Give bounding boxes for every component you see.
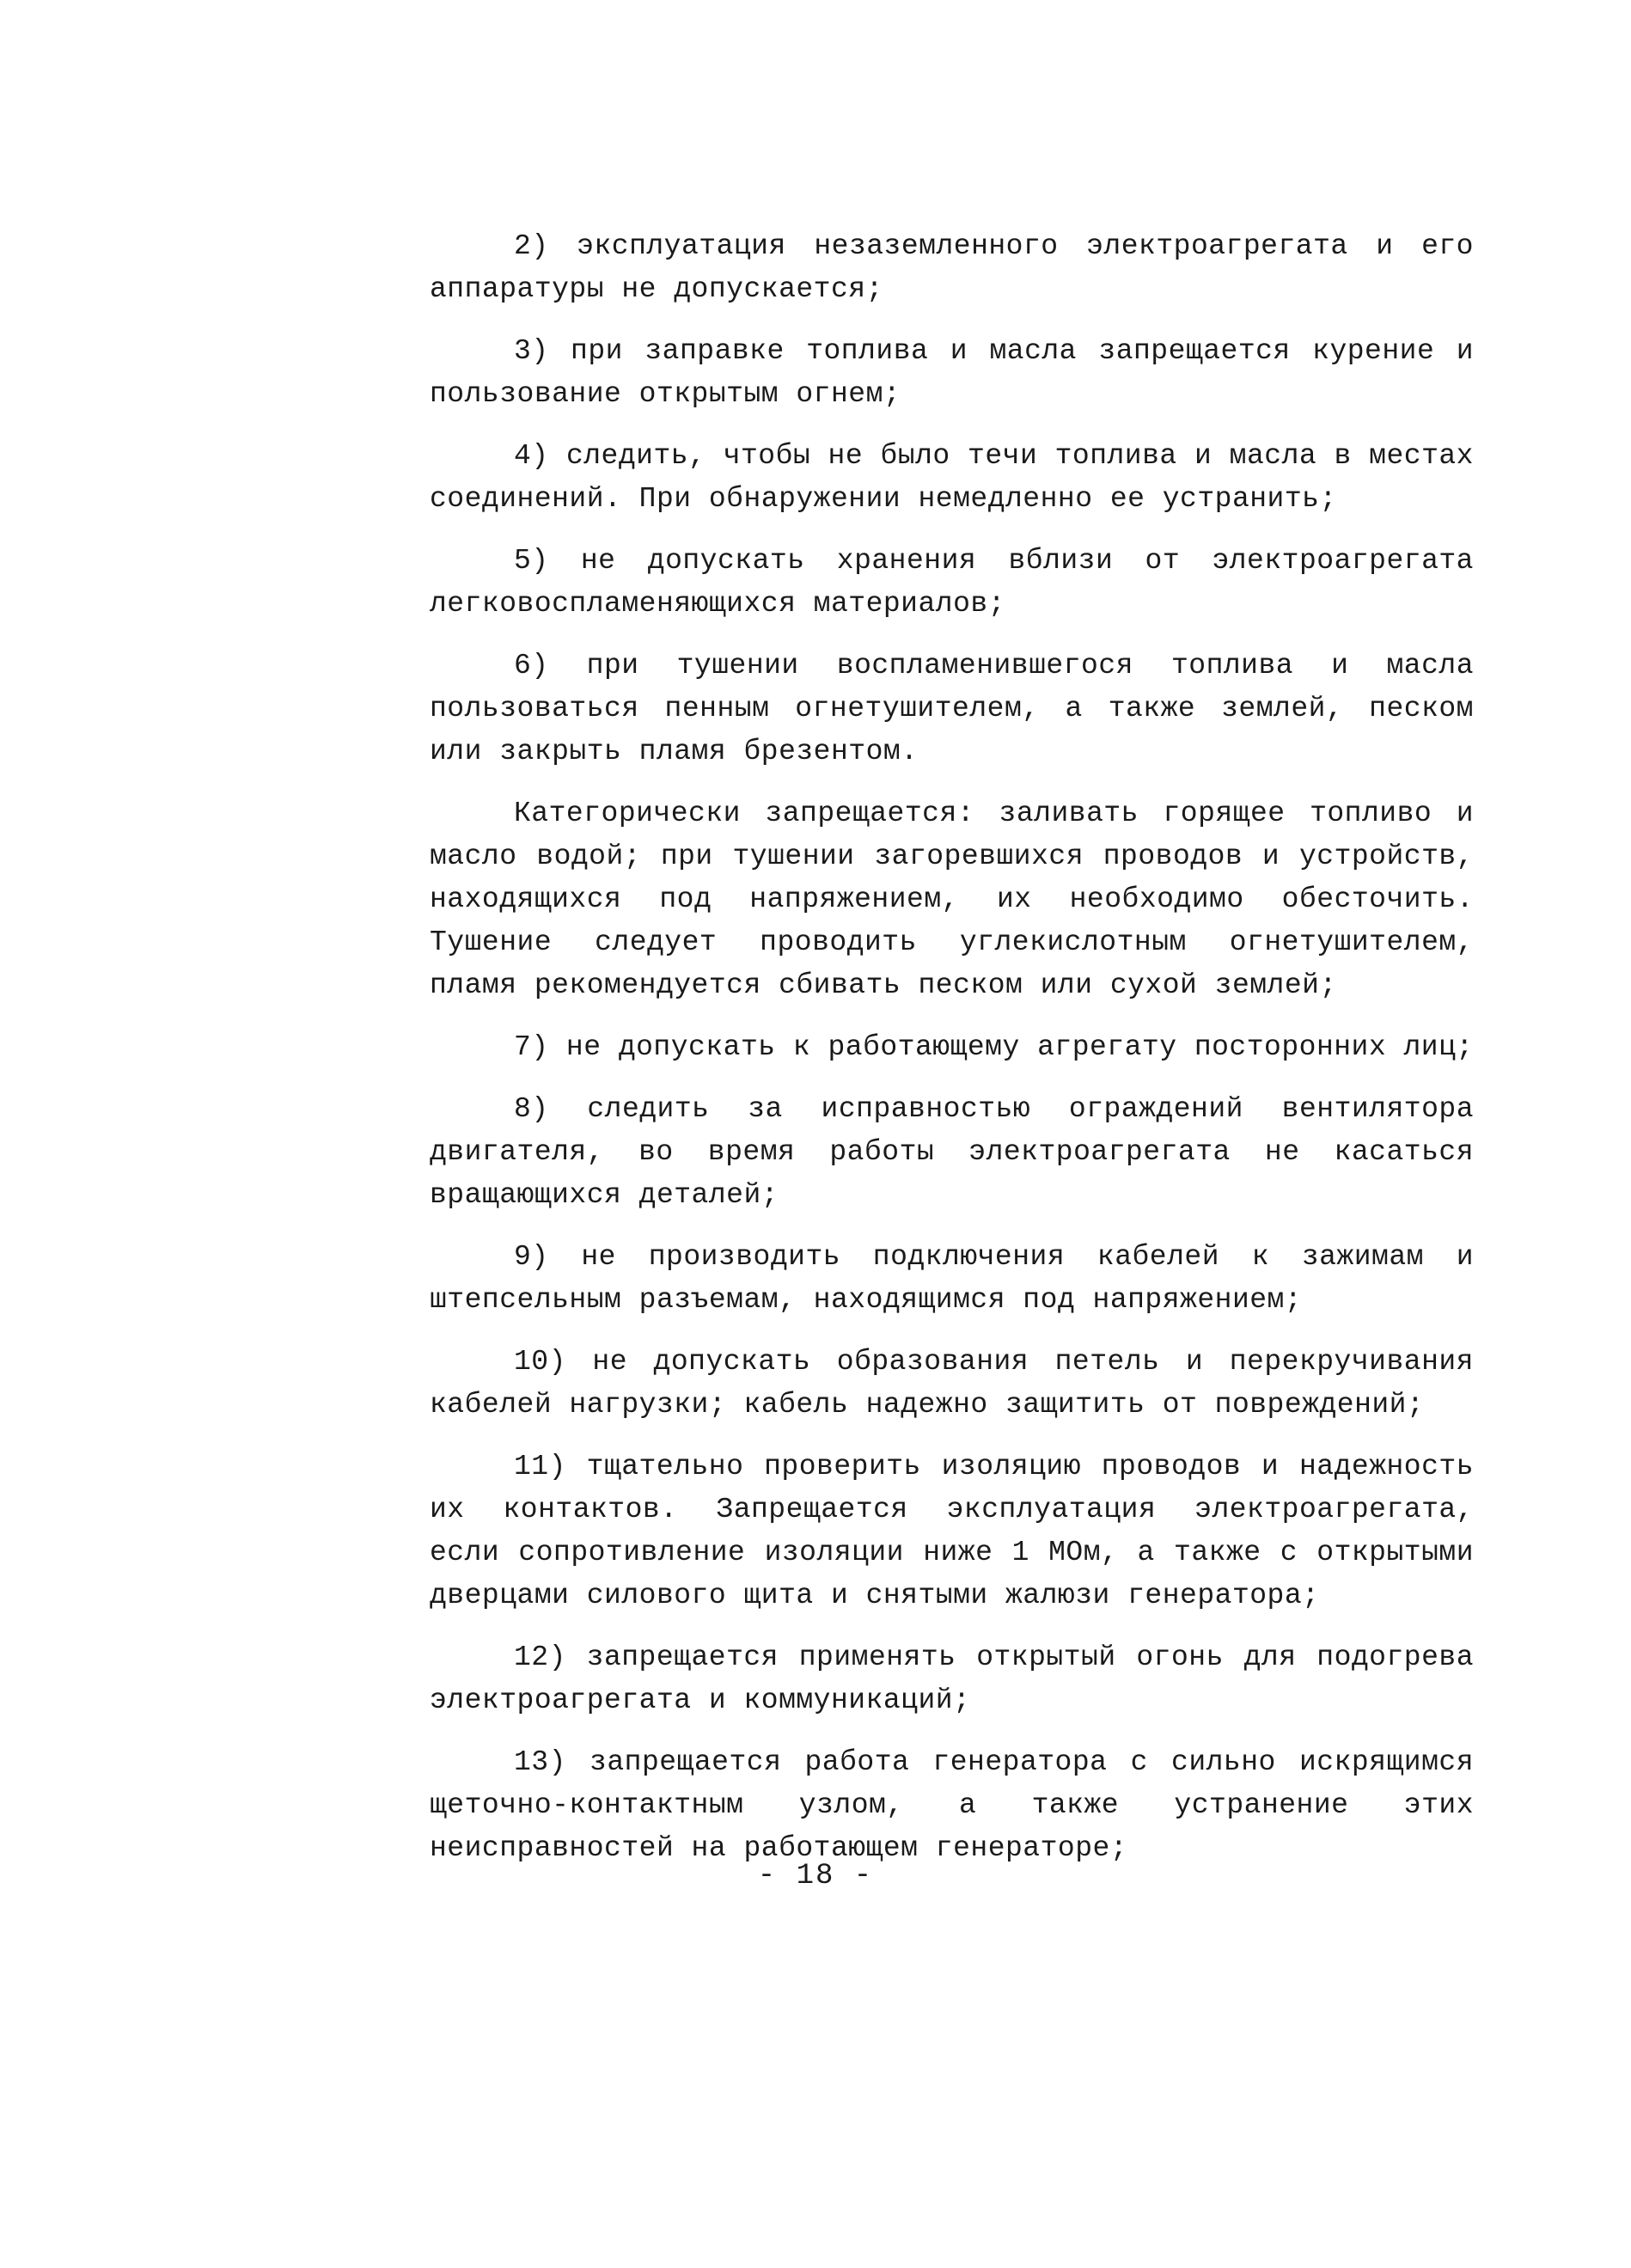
paragraph-item-4: 4) следить, чтобы не было течи топлива и масла в местах соединений. При обнаружении немедленно ее устранить; <box>430 440 1474 515</box>
paragraph-item-9: 9) не производить подключения кабелей к зажимам и штепсельным разъемам, находящимся под напряжением; <box>430 1241 1474 1316</box>
paragraph-prohibition: Категорически запрещается: заливать горящее топливо и масло водой; при тушении загоревшихся проводов и устройств, находящихся под напряжением, их необходимо обесточить. Тушение следует проводить углекислотным огнетушителем, пламя рекомендуется сбивать песком или сухой землей; <box>430 798 1474 1001</box>
paragraph-item-11: 11) тщательно проверить изоляцию проводов и надежность их контактов. Запрещается эксплуатация электроагрегата, если сопротивление изоляции ниже 1 МОм, а также с открытыми дверцами силового щита и снятыми жалюзи генератора; <box>430 1451 1474 1611</box>
body-text <box>430 225 1474 1889</box>
paragraph-item-13: 13) запрещается работа генератора с сильно искрящимся щеточно-контактным узлом, а также устранение этих неисправностей на работающем генераторе; <box>430 1746 1474 1864</box>
paragraph-item-8: 8) следить за исправностью ограждений вентилятора двигателя, во время работы электроагрегата не касаться вращающихся деталей; <box>430 1093 1474 1211</box>
paragraph-item-2: 2) эксплуатация незаземленного электроагрегата и его аппаратуры не допускается; <box>430 230 1474 305</box>
paragraph-item-12: 12) запрещается применять открытый огонь для подогрева электроагрегата и коммуникаций; <box>430 1641 1474 1716</box>
page-number: - 18 - <box>757 1860 874 1892</box>
paragraph-item-10: 10) не допускать образования петель и перекручивания кабелей нагрузки; кабель надежно защитить от повреждений; <box>430 1346 1474 1421</box>
paragraph-item-5: 5) не допускать хранения вблизи от электроагрегата легковоспламеняющихся материалов; <box>430 545 1474 620</box>
paragraph-item-7: 7) не допускать к работающему агрегату посторонних лиц; <box>514 1031 1474 1063</box>
paragraph-item-6: 6) при тушении воспламенившегося топлива и масла пользоваться пенным огнетушителем, а также землей, песком или закрыть пламя брезентом. <box>430 650 1474 767</box>
paragraph-item-3: 3) при заправке топлива и масла запрещается курение и пользование открытым огнем; <box>430 335 1474 410</box>
